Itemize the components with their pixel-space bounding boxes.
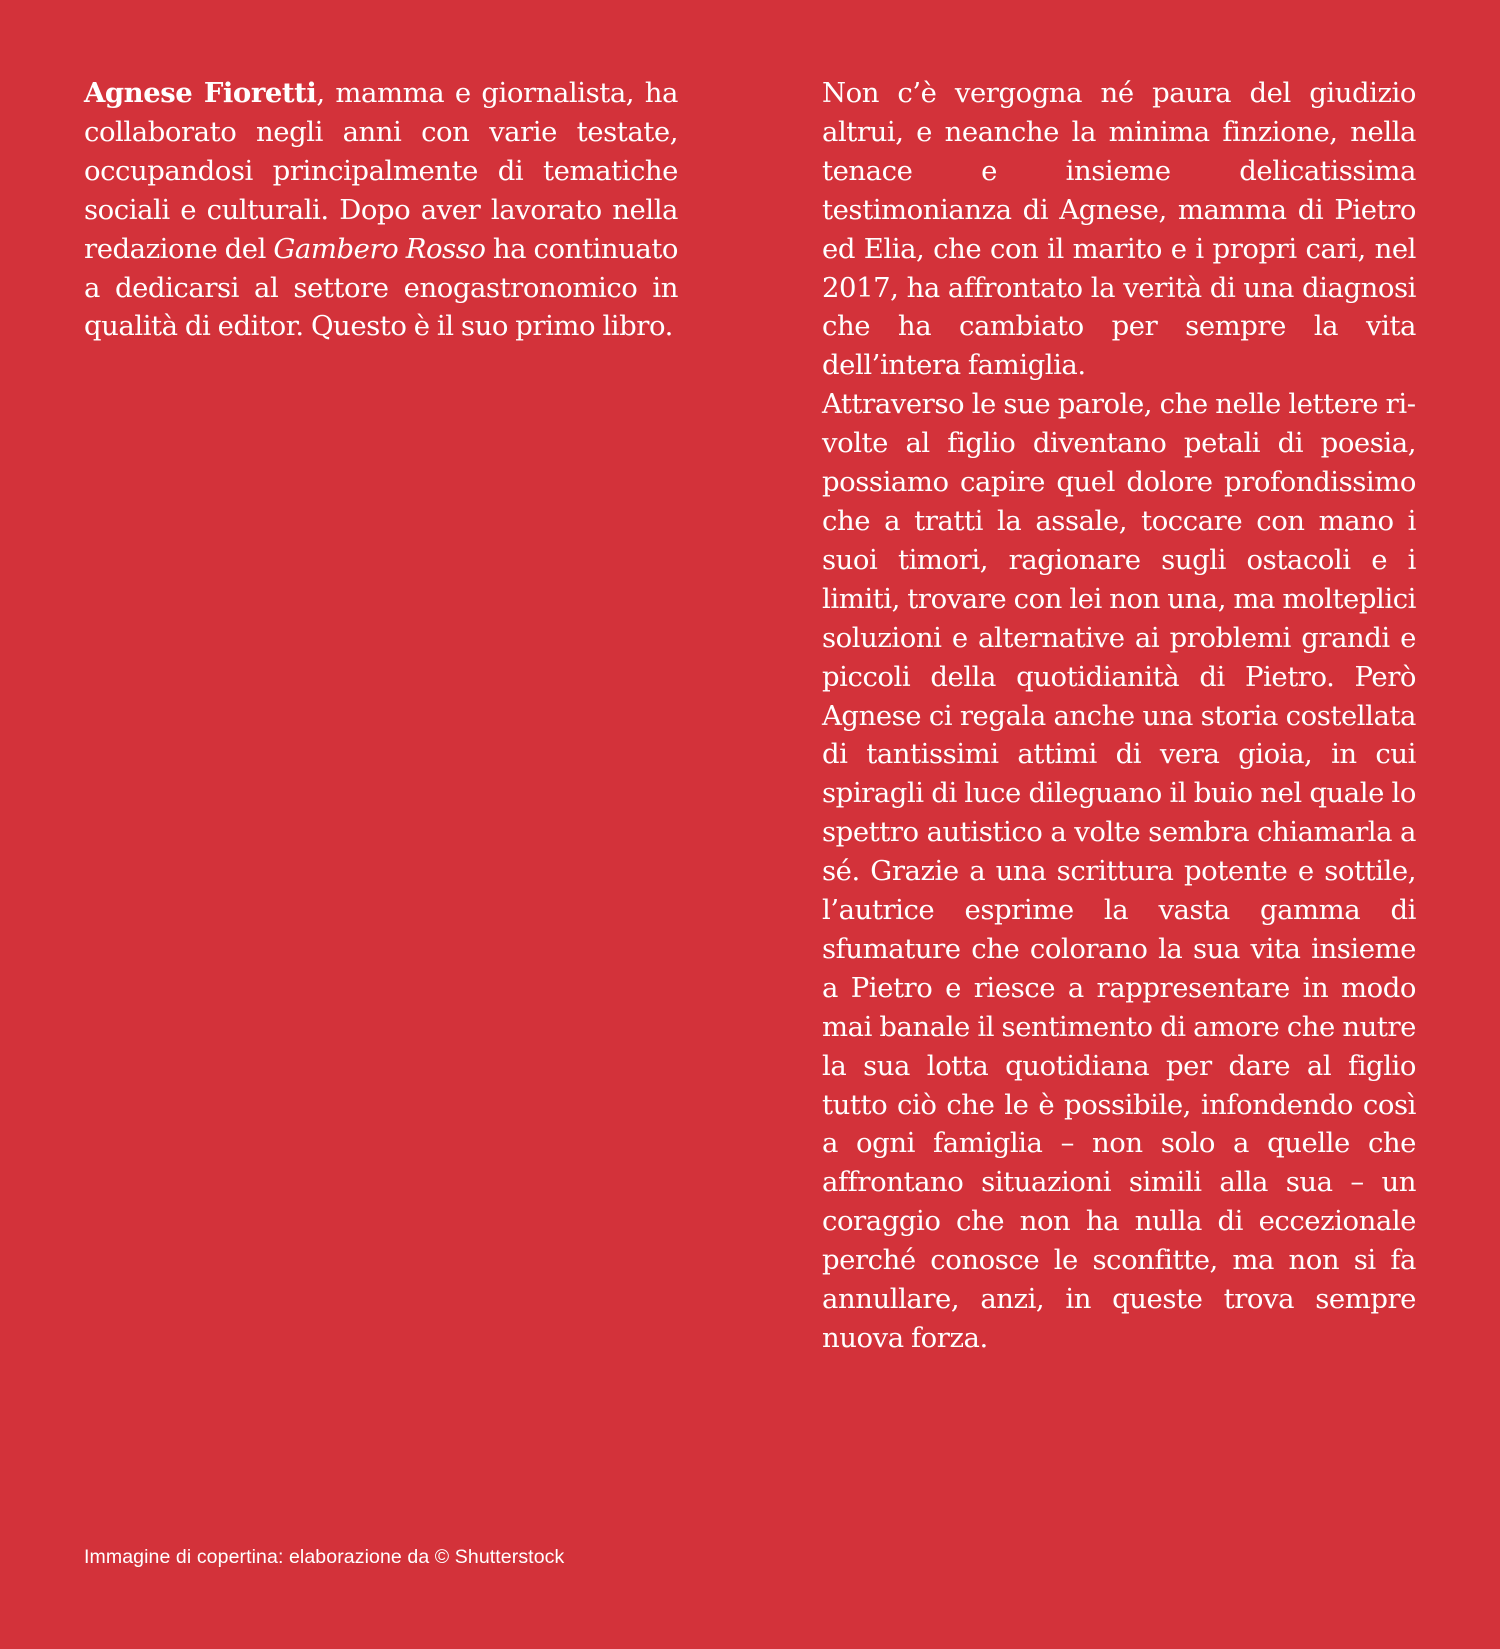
author-bio-text-end: ha continuato a dedicarsi al settore enogastronomico in qualità di editor. Questo è il suo primo libro.: [84, 232, 678, 343]
magazine-title: Gambero Rosso: [273, 232, 486, 265]
blurb-paragraph-1: Non c’è vergogna né paura del giudizio altrui, e neanche la minima finzione, nella tenace e insieme delicatissima testimonianza di Agnese, mamma di Pietro ed Elia, che con il marito e i propri cari, nel 2017, ha affrontato la verità di una diagnosi che ha cambiato per sempre la vita dell’intera famiglia.: [822, 77, 1416, 382]
author-bio: [84, 74, 678, 346]
author-name: Agnese Fioretti: [84, 77, 317, 109]
blurb-paragraph-2: Attraverso le sue parole, che nelle lettere rivolte al figlio diventano petali di poesia, possiamo capire quel dolore profondissimo che a tratti la assale, toccare con mano i suoi timori, ragionare sugli ostacoli e i limiti, trovare con lei non una, ma molteplici soluzioni e alternative ai problemi grandi e piccoli della quotidianità di Pietro. Però Agnese ci regala anche una storia costellata di tantissimi attimi di vera gioia, in cui spiragli di luce dileguano il buio nel quale lo spettro autistico a volte sembra chiamarla a sé. Grazie a una scrittura potente e sottile, l’autrice esprime la vasta gamma di sfumature che colorano la sua vita insieme a Pietro e riesce a rappresentare in modo mai banale il sentimento di amore che nutre la sua lotta quotidiana per dare al figlio tutto ciò che le è possibile, infondendo così a ogni famiglia – non solo a quelle che affrontano situazioni simili alla sua – un coraggio che non ha nulla di eccezionale perché conosce le sconfitte, ma non si fa annullare, anzi, in queste trova sempre nuova forza.: [822, 388, 1416, 1354]
author-bio-paragraph: [84, 74, 678, 346]
author-bio-text: , mamma e giornalista, ha collaborato negli anni con varie testate, occupandosi principalmente di tematiche sociali e culturali. Dopo aver lavorato nella redazione del: [84, 77, 678, 265]
cover-image-credit: Immagine di copertina: elaborazione da © Shutterstock: [84, 1546, 565, 1568]
book-blurb: [822, 74, 1416, 1358]
